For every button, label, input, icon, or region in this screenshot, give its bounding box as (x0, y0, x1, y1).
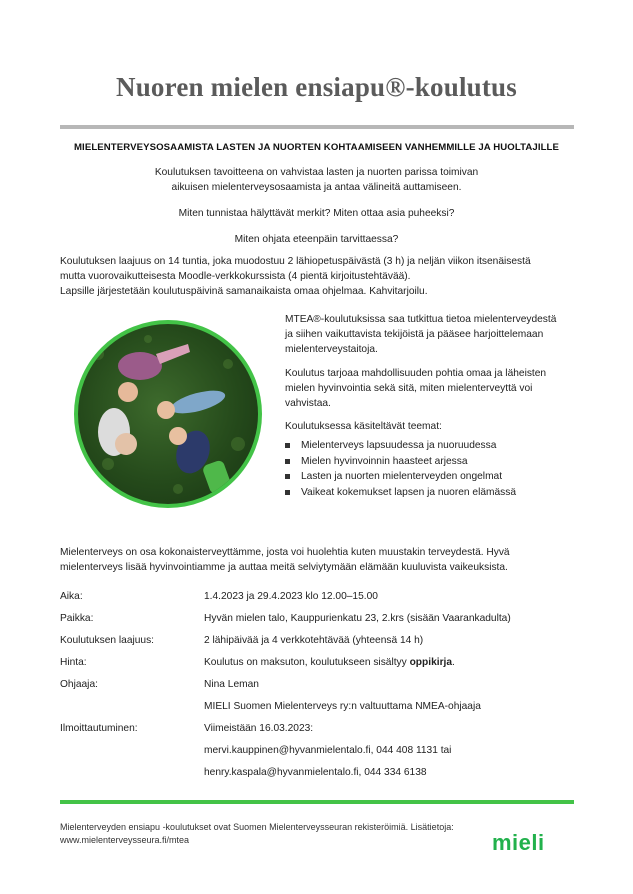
bullet-icon (285, 443, 290, 448)
topics-list (285, 438, 516, 500)
summary-line-1: Mielenterveys on osa kokonaisterveyttämme, josta voi huolehtia kuten muustakin terveydestä. Hyvä (60, 547, 510, 558)
topics-heading: Koulutuksessa käsiteltävät teemat: (285, 421, 442, 432)
offer-line-3: vahvistaa. (285, 398, 331, 409)
offer-line-1: Koulutus tarjoaa mahdollisuuden pohtia omaa ja läheisten (285, 368, 547, 379)
children-photo (74, 320, 262, 508)
page-title: Nuoren mielen ensiapu®-koulutus (116, 72, 517, 102)
info-row-contact-1: mervi.kauppinen@hyvanmielentalo.fi, 044 408 1131 tai (204, 745, 452, 756)
bullet-icon (285, 459, 290, 464)
intro-line-2: aikuisen mielenterveysosaamista ja antaa välineitä auttamiseen. (171, 182, 462, 193)
textbook-highlight: oppikirja (409, 657, 453, 668)
title-divider (60, 125, 574, 129)
children-photo-illustration (78, 324, 258, 504)
duration-line-1: Koulutuksen laajuus on 14 tuntia, joka muodostuu 2 lähiopetuspäivästä (3 h) ja neljän viikon itsenäisestä (60, 256, 531, 267)
page-subtitle: MIELENTERVEYSOSAAMISTA LASTEN JA NUORTEN KOHTAAMISEEN VANHEMMILLE JA HUOLTAJILLE (73, 142, 560, 153)
topic-item: Mielen hyvinvoinnin haasteet arjessa (285, 454, 516, 470)
info-row-price: Hinta: Koulutus on maksuton, koulutukseen sisältyy oppikirja. (60, 657, 455, 668)
info-row-instructor-title: MIELI Suomen Mielenterveys ry:n valtuuttama NMEA-ohjaaja (204, 701, 481, 712)
intro-line-1: Koulutuksen tavoitteena on vahvistaa lasten ja nuorten parissa toimivan (154, 167, 479, 178)
footer-link[interactable]: www.mielenterveysseura.fi/mtea (60, 835, 190, 845)
bullet-icon (285, 490, 290, 495)
info-row-contact-2: henry.kaspala@hyvanmielentalo.fi, 044 334 6138 (204, 767, 427, 778)
mtea-line-3: mielenterveystaitoja. (285, 344, 378, 355)
info-row-place: Paikka: Hyvän mielen talo, Kauppurienkatu 23, 2.krs (sisään Vaarankadulta) (60, 613, 511, 624)
topic-item: Lasten ja nuorten mielenterveyden ongelmat (285, 469, 516, 485)
footer-note: Mielenterveyden ensiapu -koulutukset ovat Suomen Mielenterveysseuran rekisteröimiä. Lisätietoja: www.mielenterveysseura.fi/mtea (60, 822, 454, 845)
offer-line-2: mielen hyvinvointia sekä sitä, miten mielenterveyttä voi (285, 383, 533, 394)
topic-item: Mielenterveys lapsuudessa ja nuoruudessa (285, 438, 516, 454)
mtea-line-1: MTEA®-koulutuksissa saa tutkittua tietoa mielenterveydestä (285, 314, 557, 325)
duration-line-2: mutta vuorovaikutteisesta Moodle-verkkokurssista (4 pientä kirjoitustehtävää). (60, 271, 411, 282)
info-row-registration: Ilmoittautuminen: Viimeistään 16.03.2023: (60, 723, 314, 734)
info-row-scope: Koulutuksen laajuus: 2 lähipäivää ja 4 verkkotehtävää (yhteensä 14 h) (60, 635, 424, 646)
info-row-time: Aika: 1.4.2023 ja 29.4.2023 klo 12.00–15.00 (60, 591, 378, 602)
intro-questions-1: Miten tunnistaa hälyttävät merkit? Miten ottaa asia puheeksi? (178, 208, 455, 219)
duration-line-3: Lapsille järjestetään koulutuspäivinä samanaikaista omaa ohjelmaa. Kahvitarjoilu. (60, 286, 428, 297)
topic-item: Vaikeat kokemukset lapsen ja nuoren elämässä (285, 485, 516, 501)
mieli-logo: mieli (492, 830, 545, 855)
mtea-line-2: ja siihen vaikuttavista tekijöistä ja pääsee harjoittelemaan (285, 329, 544, 340)
summary-line-2: mielenterveys lisää hyvinvointiamme ja auttaa meitä selviytymään elämään kuuluvista vaikeuksista. (60, 562, 508, 573)
info-row-instructor: Ohjaaja: Nina Leman (60, 679, 259, 690)
bullet-icon (285, 474, 290, 479)
intro-questions-2: Miten ohjata eteenpäin tarvittaessa? (234, 234, 399, 245)
footer-divider (60, 800, 574, 804)
